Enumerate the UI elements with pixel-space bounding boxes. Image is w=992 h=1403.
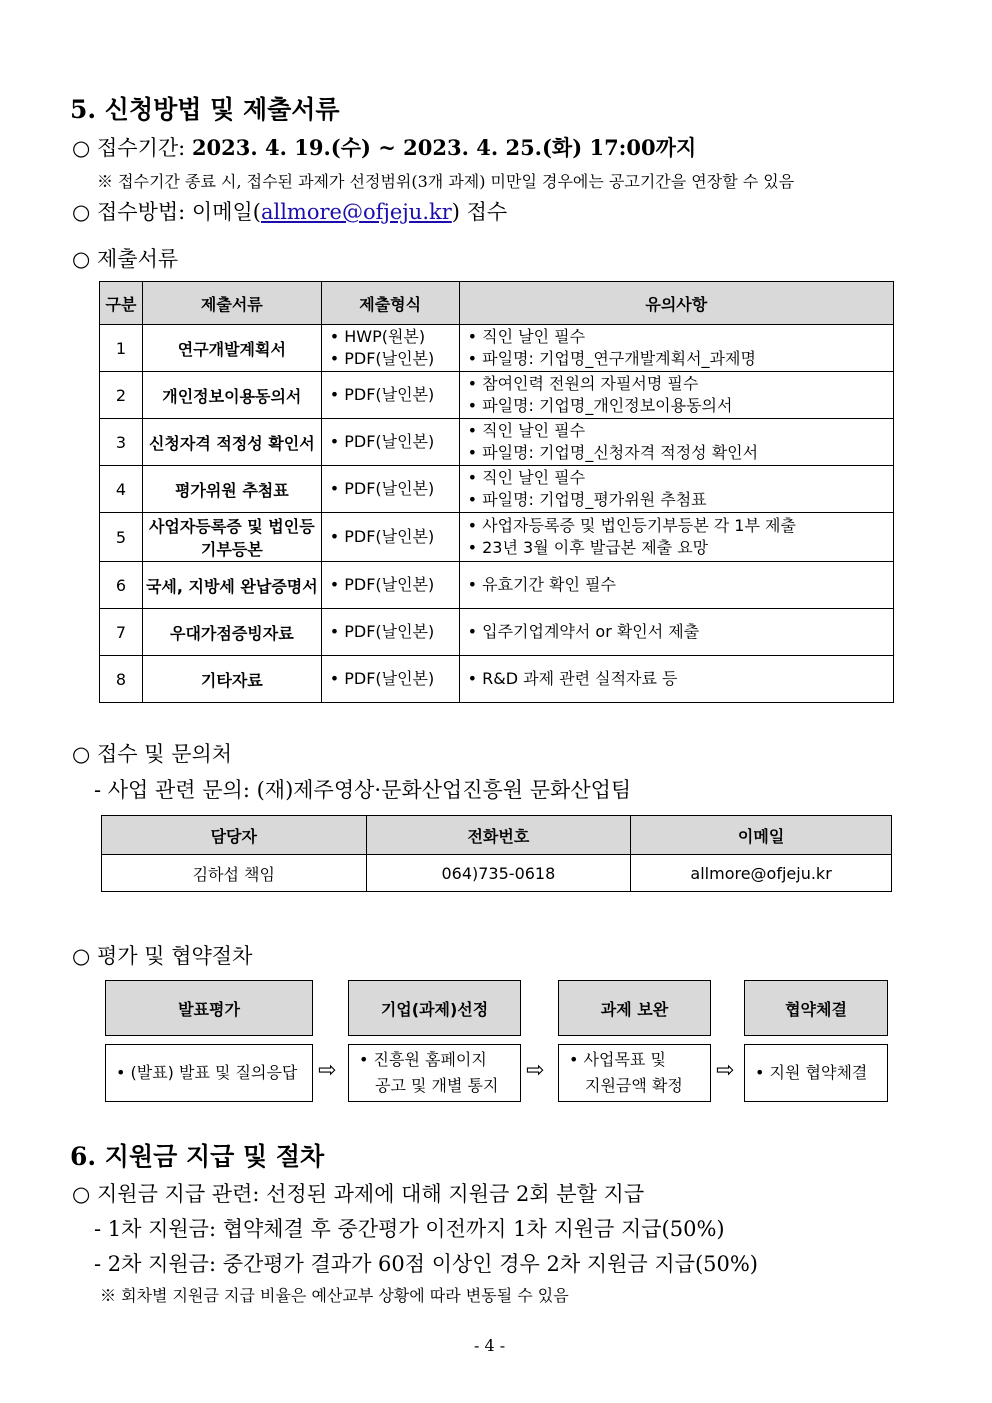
table-row bbox=[100, 372, 894, 419]
bullet-circle-icon: ○ bbox=[72, 247, 91, 271]
section6-line3: - 2차 지원금: 중간평가 결과가 60점 이상인 경우 2차 지원금 지급(50%) bbox=[94, 1252, 759, 1276]
remark-item: • R&D 과제 관련 실적자료 등 bbox=[468, 668, 892, 690]
row-number: 4 bbox=[100, 466, 143, 513]
row-number: 1 bbox=[100, 325, 143, 372]
table-row bbox=[100, 325, 894, 372]
process-step-title: 과제 보완 bbox=[558, 980, 711, 1036]
remark-item: • 직인 날인 필수 bbox=[468, 420, 892, 442]
header-cell: 제출형식 bbox=[321, 282, 459, 325]
header-cell: 구분 bbox=[100, 282, 143, 325]
remark-item: • 참여인력 전원의 자필서명 필수 bbox=[468, 373, 892, 395]
format-item: • HWP(원본) bbox=[330, 326, 458, 348]
table-row bbox=[100, 419, 894, 466]
row-number: 5 bbox=[100, 513, 143, 562]
section6-note: ※ 회차별 지원금 지급 비율은 예산교부 상황에 따라 변동될 수 있음 bbox=[100, 1286, 569, 1305]
process-step-title: 협약체결 bbox=[744, 980, 888, 1036]
document-format bbox=[321, 562, 459, 609]
row-number: 7 bbox=[100, 609, 143, 656]
document-format bbox=[321, 513, 459, 562]
contact-person: 김하섭 책임 bbox=[102, 855, 367, 892]
bullet-circle-icon: ○ bbox=[72, 1182, 91, 1206]
remark-item: • 파일명: 기업명_신청자격 적정성 확인서 bbox=[468, 442, 892, 464]
header-cell: 유의사항 bbox=[459, 282, 893, 325]
contact-phone: 064)735-0618 bbox=[366, 855, 631, 892]
format-item: • PDF(날인본) bbox=[330, 574, 458, 596]
process-step-title: 기업(과제)선정 bbox=[348, 980, 521, 1036]
table-row bbox=[100, 562, 894, 609]
document-format bbox=[321, 609, 459, 656]
header-cell: 담당자 bbox=[102, 816, 367, 855]
period-line bbox=[72, 132, 696, 162]
document-name: 개인정보이용동의서 bbox=[142, 372, 321, 419]
bullet-circle-icon: ○ bbox=[72, 742, 91, 766]
header-cell: 제출서류 bbox=[142, 282, 321, 325]
process-step-desc bbox=[744, 1044, 888, 1102]
document-name: 신청자격 적정성 확인서 bbox=[142, 419, 321, 466]
document-remarks bbox=[459, 513, 893, 562]
period-note: ※ 접수기간 종료 시, 접수된 과제가 선정범위(3개 과제) 미만일 경우에는 공고기간을 연장할 수 있음 bbox=[97, 172, 795, 191]
section6-line1 bbox=[72, 1178, 644, 1208]
remark-item: • 23년 3월 이후 발급본 제출 요망 bbox=[468, 537, 892, 559]
document-format bbox=[321, 466, 459, 513]
table-row bbox=[102, 855, 892, 892]
format-item: • PDF(날인본) bbox=[330, 431, 458, 453]
arrow-right-icon: ⇨ bbox=[526, 1058, 545, 1083]
remark-item: • 파일명: 기업명_개인정보이용동의서 bbox=[468, 395, 892, 417]
method-line bbox=[72, 196, 507, 226]
document-format bbox=[321, 656, 459, 703]
document-remarks bbox=[459, 325, 893, 372]
document-remarks bbox=[459, 466, 893, 513]
documents-table bbox=[99, 281, 894, 703]
payment-overview: 지원금 지급 관련: 선정된 과제에 대해 지원금 2회 분할 지급 bbox=[97, 1182, 645, 1206]
section5-title: 5. 신청방법 및 제출서류 bbox=[70, 95, 340, 124]
arrow-right-icon: ⇨ bbox=[318, 1058, 337, 1083]
document-remarks bbox=[459, 656, 893, 703]
document-format bbox=[321, 419, 459, 466]
contact-label-line bbox=[72, 738, 232, 768]
row-number: 6 bbox=[100, 562, 143, 609]
table-header-row bbox=[102, 816, 892, 855]
document-name: 평가위원 추첨표 bbox=[142, 466, 321, 513]
document-format bbox=[321, 372, 459, 419]
document-name: 우대가점증빙자료 bbox=[142, 609, 321, 656]
process-step-desc bbox=[348, 1044, 521, 1102]
desc-line: • 지원 협약체결 bbox=[755, 1060, 887, 1086]
contact-email[interactable]: allmore@ofjeju.kr bbox=[631, 855, 892, 892]
header-cell: 전화번호 bbox=[366, 816, 631, 855]
bullet-circle-icon: ○ bbox=[72, 944, 91, 968]
section6-line2: - 1차 지원금: 협약체결 후 중간평가 이전까지 1차 지원금 지급(50%) bbox=[94, 1217, 725, 1241]
desc-line: 지원금액 확정 bbox=[585, 1076, 683, 1095]
document-name: 기타자료 bbox=[142, 656, 321, 703]
contact-label: 접수 및 문의처 bbox=[97, 742, 233, 766]
format-item: • PDF(날인본) bbox=[330, 621, 458, 643]
remark-item: • 직인 날인 필수 bbox=[468, 326, 892, 348]
document-remarks bbox=[459, 562, 893, 609]
format-item: • PDF(날인본) bbox=[330, 526, 458, 548]
remark-item: • 파일명: 기업명_연구개발계획서_과제명 bbox=[468, 348, 892, 370]
document-format bbox=[321, 325, 459, 372]
section6-title: 6. 지원금 지급 및 절차 bbox=[70, 1142, 325, 1171]
bullet-circle-icon: ○ bbox=[72, 200, 91, 224]
document-remarks bbox=[459, 372, 893, 419]
arrow-right-icon: ⇨ bbox=[716, 1058, 735, 1083]
row-number: 2 bbox=[100, 372, 143, 419]
method-prefix: 접수방법: 이메일( bbox=[97, 200, 261, 224]
process-label: 평가 및 협약절차 bbox=[97, 944, 253, 968]
period-value: 2023. 4. 19.(수) ~ 2023. 4. 25.(화) 17:00까지 bbox=[191, 135, 697, 160]
desc-line: 공고 및 개별 통지 bbox=[375, 1076, 499, 1095]
contact-table bbox=[101, 815, 892, 892]
table-row bbox=[100, 656, 894, 703]
table-row bbox=[100, 609, 894, 656]
page-number: - 4 - bbox=[474, 1336, 506, 1355]
remark-item: • 파일명: 기업명_평가위원 추첨표 bbox=[468, 489, 892, 511]
row-number: 3 bbox=[100, 419, 143, 466]
format-item: • PDF(날인본) bbox=[330, 384, 458, 406]
table-row bbox=[100, 513, 894, 562]
desc-line: • (발표) 발표 및 질의응답 bbox=[116, 1060, 312, 1086]
period-label: 접수기간: bbox=[97, 136, 186, 160]
remark-item: • 유효기간 확인 필수 bbox=[468, 574, 892, 596]
document-name: 사업자등록증 및 법인등기부등본 bbox=[142, 513, 321, 562]
contact-sub: - 사업 관련 문의: (재)제주영상·문화산업진흥원 문화산업팀 bbox=[94, 778, 632, 802]
document-name: 연구개발계획서 bbox=[142, 325, 321, 372]
docs-label: 제출서류 bbox=[97, 247, 179, 271]
row-number: 8 bbox=[100, 656, 143, 703]
process-step-title: 발표평가 bbox=[105, 980, 313, 1036]
format-item: • PDF(날인본) bbox=[330, 668, 458, 690]
remark-item: • 직인 날인 필수 bbox=[468, 467, 892, 489]
table-row bbox=[100, 466, 894, 513]
format-item: • PDF(날인본) bbox=[330, 348, 458, 370]
document-remarks bbox=[459, 419, 893, 466]
bullet-circle-icon: ○ bbox=[72, 136, 91, 160]
table-header-row bbox=[100, 282, 894, 325]
document-remarks bbox=[459, 609, 893, 656]
remark-item: • 사업자등록증 및 법인등기부등본 각 1부 제출 bbox=[468, 515, 892, 537]
method-suffix: ) 접수 bbox=[451, 200, 508, 224]
desc-line: • 진흥원 홈페이지 bbox=[359, 1047, 520, 1073]
document-name: 국세, 지방세 완납증명서 bbox=[142, 562, 321, 609]
remark-item: • 입주기업계약서 or 확인서 제출 bbox=[468, 621, 892, 643]
process-step-desc bbox=[105, 1044, 313, 1102]
format-item: • PDF(날인본) bbox=[330, 478, 458, 500]
desc-line: • 사업목표 및 bbox=[569, 1047, 710, 1073]
process-label-line bbox=[72, 940, 252, 970]
header-cell: 이메일 bbox=[631, 816, 892, 855]
docs-label-line bbox=[72, 243, 178, 273]
email-link[interactable]: allmore@ofjeju.kr bbox=[260, 200, 452, 224]
process-step-desc bbox=[558, 1044, 711, 1102]
